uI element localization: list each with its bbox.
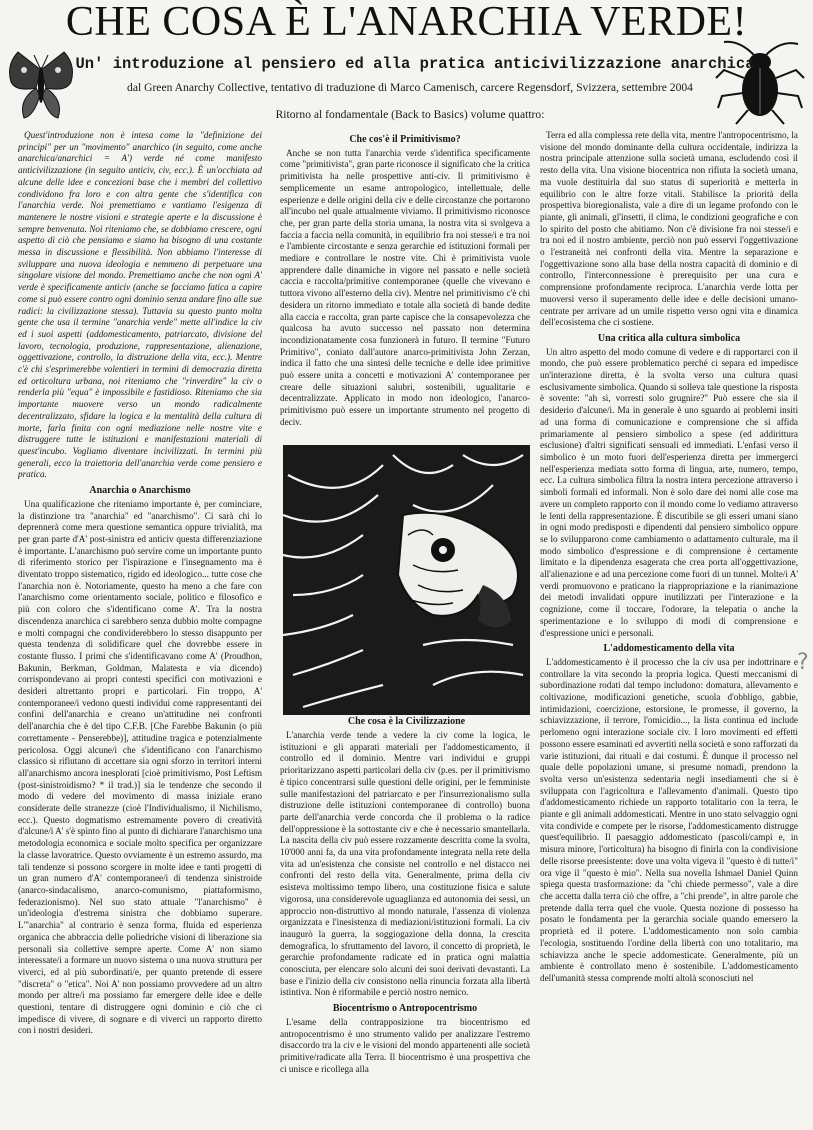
column-2-top [280,130,530,450]
intro-paragraph: Quest'introduzione non è intesa come la "definizione dei principi" per un "movimento" anarchico (in seguito, come anche anarchica/anarchici = A') verde né come manifesto anticivilizzazione (in seguito anticiv, civ, ecc.). È un'occhiata ad alcune delle idee e concezioni base che i membri del collettivo condividono fra loro e con altra gente che s'identifica con l'anarchia verde. Noi premettiamo e vantiamo l'esigenza di mantenere le nostre visioni e strategie aperte e la discussione è sempre benvenuta. Noi riteniamo che, se dobbiamo crescere, ogni aspetto di ciò che pensiamo e siamo ha bisogno di una costante messa in discussione e flessibilità. Non abbiamo l'interesse di sviluppare una nuova ideologia e nemmeno di perpetuare una singolare visione del mondo. Premettiamo anche che non ogni A' verde è specificamente anticiv (anche se facciamo fatica a capire come si può essere contro ogni dominio senza andare fino alle sue radici: la civilizzazione stessa). Tuttavia su questo punto molta gente che usa il termine "anarchia verde" mette all'indice la civ ed i suoi aspetti (addomesticamento, patriarcato, divisione del lavoro, tecnologia, produzione, rappresentazione, alienazione, oggettivazione, controllo, la distruzione della vita, ecc.). Mentre c'è chi s'esprimerebbe volentieri in termini di democrazia diretta ed orticoltura urbana, noi riteniamo che "rinverdire" la civ o renderla più "equa" è impossibile e fastidioso. Riteniamo che sia importante muovere verso un mondo radicalmente decentralizzato, sfidare la logica e la mentalità della cultura di morte, farla finita con ogni mediazione nelle nostre vite e distruggere tutte le istituzioni e manifestazioni materiali di quest'incubo. Vogliamo diventare incivilizzati. In termini più generali, ecco la traiettoria dell'anarchia verde come pensiero e pratica. [18,130,262,480]
eagle-illustration [283,445,530,715]
page-title: CHE COSA È L'ANARCHIA VERDE! [65,0,748,45]
heading-addomesticamento: L'addomesticamento della vita [603,643,735,655]
subtitle: Un' introduzione al pensiero ed alla pratica anticivilizzazione anarchica [75,55,755,73]
heading-primitivismo: Che cos'è il Primitivismo? [349,134,461,145]
volume-line: Ritorno al fondamentale (Back to Basics) volume quattro: [275,108,545,121]
moth-icon [6,50,76,125]
margin-question-mark: ? [797,650,809,675]
biocentrismo-paragraph: L'esame della contrapposizione tra biocentrismo ed antropocentrismo è uno strumento valido per analizzare l'estremo disaccordo tra la civ e le visioni del mondo appartenenti alle società primitive/radicate alla Terra. Il biocentrismo è una prospettiva che ci unisce e ricollega alla [280,1016,530,1074]
primitivismo-paragraph: Anche se non tutta l'anarchia verde s'identifica specificamente come "primitivista", gran parte riconosce il significato che la critica primitivista ha nelle prospettive anti-civ. Il primitivismo è semplicemente un esame antropologico, intellettuale, delle esperienze e delle origini della civ e delle circostanze che portarono all'incubo nel quale attualmente viviamo. Il primitivismo riconosce che, per gran parte della storia umana, la nostra vita si svolgeva a faccia a faccia nella comunità, in equilibrio fra noi stesse/i e tra noi e l'ambiente circostante e senza gerarchie ed istituzioni formali per mediare e controllare le nostre vite. Chi è primitivista vuole apprendere dalle dinamiche in vigore nel passato e nelle società caccia e raccolta/primitive contemporanee (quelle che vivevano e tuttora vivono all'esterno della civ). Mentre nel primitivismo c'è chi desidera un ritorno immediato e totale alla società di bande dedite alla caccia e raccolta, gran parte capisce che la consapevolezza che qualcosa ha avuto successo nel passato non determina incondizionatamente cosa funzionerà in futuro. Il termine "Futuro Primitivo", coniato dall'autore anarco-primitivista John Zerzan, indica il fatto che una sintesi delle tecniche e delle idee primitive può essere unita a concetti e motivazioni A' contemporanee per creare delle situazioni salubri, sostenibili, ugualitarie e decentralizzate. Applicato in modo non ideologico, l'anarco-primitivismo può essere un importante strumento nel progetto di deciv. [280,147,530,427]
image-caption: Che cosa è la Civilizzazione [347,716,466,727]
biocentrismo-continued: Terra ed alla complessa rete della vita, mentre l'antropocentrismo, la visione del mondo dominante della cultura occidentale, indirizza la nostra principale attenzione sulla società umana, escludendo così il resto della vita. Una visione biocentrica non rifiuta la società umana, ma vuole destituirla dal suo status di superiorità e metterla in equilibrio con le altre forze vitali. Stabilisce la priorità della prospettiva bioregionalista, vale a dire di un legame profondo con le piante, gli animali, gl'insetti, il clima, le condizioni geografiche e con lo spirito del posto che abitiamo. Non c'è divisione fra noi stesse/i e tra noi ed il nostro ambiente, perciò non può esservi l'oggettivazione o l'estraneità nei confronti della vita. Mentre la separazione e l'oggettivazione sono alla base della nostra capacità di dominio e di controllo, l'interconnessione è prerequisito per una cura e comprensione profondamente reciproca. L'anarchia verde lotta per muoversi verso il superamento delle idee e delle decisioni umano-centrate per arrivare ad un umile rispetto verso ogni vita e dinamica dell'ecosistema che ci sostiene. [540,130,798,328]
heading-simbolica: Una critica alla cultura simbolica [597,332,741,344]
heading-anarchia: Anarchia o Anarchismo [89,485,191,497]
simbolica-paragraph: Un altro aspetto del modo comune di vedere e di rapportarci con il mondo, che può essere problematico perché ci separa ed impedisce un'interazione diretta, è la svolta verso una cultura quasi esclusivamente simbolica. Quando si solleva tale questione la risposta è sovente: "ah sì, vorresti solo grugnire?" Può essere che sia il desiderio d'alcune/i. Ma in generale è uno sguardo ai problemi insiti ad una forma di comunicazione e comprensione che si affida primariamente al pensiero simbolico a spese (ed addirittura esclusione) d'altri significati sensuali ed immediati. L'enfasi verso il simbolico è un moto fuori dell'esperienza diretta per immergerci nell'esperienza mediata sotto forma di lingua, arte, numero, tempo, ecc. La cultura simbolica filtra la nostra intera percezione attraverso i simboli formali ed informali. Non è solo dare dei nomi alle cose ma avere un completo rapporto con il mondo come lo vediamo attraverso le lenti della rappresentazione. È discutibile se gli esseri umani siano in ogni modo predisposti e dipendenti dal pensiero simbolico oppure se lo svilupparono come cambiamento o adattamento culturale, ma il modo simbolico d'espressione e di comprensione è certamente limitato e la dipendenza esagerata che crea porta all'oggettivazione, all'alienazione e ad una percezione come fuori di un tunnel. Molte/i A' verdi promuovono e praticano la riappropriazione e la rianimazione dei metodi invalidati oppure inutilizzati per l'interazione e la cognizione, come il toccare, l'odorare, la telepatia o anche la sperimentazione e lo sviluppo di modi di comprensione e d'espressione unici e personali. [540,346,798,638]
column-2-bottom [280,730,530,1130]
column-3 [540,130,798,1120]
column-1 [18,130,262,1120]
civilizzazione-paragraph: L'anarchia verde tende a vedere la civ come la logica, le istituzioni e gli apparati materiali per l'addomesticamento, il controllo ed il dominio. Mentre vari individui e gruppi prioritarizzano aspetti particolari della civ (p.es. per il primitivismo è tipico concentrarsi sulle questioni delle origini, per le femministe sulle manifestazioni del patriarcato e per l'insurrezionalismo sulla distruzione delle istituzioni contemporanee di controllo) buona parte dell'anarchia verde concorda che il problema o la radice dell'oppressione è la sottostante civ e che è necessario smantellarla. La nascita della civ può essere rozzamente descritta come la svolta, 10'000 anni fa, da una vita profondamente integrata nella rete della vita ad un'esistenza che consiste nel controllo e nel distacco nei confronti del resto della vita. Generalmente, prima della civ esisteva moltissimo tempo libero, una costituzione fisica e salute vigorosa, una considerevole uguaglianza ed autonomia dei sessi, un approccio non-distruttivo al mondo naturale, l'assenza di violenza organizzata e l'inesistenza di mediazioni/istituzioni formali. La civ inaugurò la guerra, la soggiogazione della donna, la crescita demografica, lo sfruttamento del lavoro, il concetto di proprietà, le gerarchie profondamente radicate ed in pratica ogni malattia conosciuta, per elencare solo alcuni dei suoi derivati devastanti. La base e l'inizio della civ consistono nella rinuncia forzata alla libertà istintiva. Non è riformabile e perciò nostro nemico. [280,730,530,998]
credits-line: dal Green Anarchy Collective, tentativo di traduzione di Marco Camenisch, carcere Regensdorf, Svizzera, settembre 2004 [127,81,693,94]
anarchia-paragraph: Una qualificazione che riteniamo importante è, per cominciare, la distinzione tra "anarchia" ed "anarchismo". Ci sarà chi lo deprennerà come mera questione semantica oppure trivialità, ma per gran parte d'A' post-sinistra ed anticiv questa differenziazione è importante. L'anarchismo può servire come un importante punto di riferimento storico per l'ispirazione e l'insegnamento ma è diventato troppo sistematico, rigido ed ideologico... tutte cose che l'anarchia non è. Notoriamente, questo ha meno a che fare con l'anarchismo come orientamento sociale, politico e filosofico e più con coloro che s'identificano come A'. Tra la nostra discendenza anarchica ci sarebbero senza dubbio molte compagne e molti compagni che condividerebbero lo stesso disappunto per questa tendenza di solidificare quel che dovrebbe essere in costante flusso. I primi che s'identificavano come A' (Proudhon, Bakunin, Berkman, Goldman, Malatesta e via dicendo) corrispondevano ai propri contesti specifici con motivazioni e desideri altrettanto propri e particolari. Fin troppo, A' contemporanee/i vedono questi individui come rappresentanti dei confini dell'anarchia e creano un'attitudine nei confronti dell'anarchia che è del tipo C.F.B. [Che Farebbe Bakunin (o più correttamente - Penserebbe)], attitudine tragica e potenzialmente pericolosa. Oggi alcune/i che s'identificano con l'anarchismo classico si rifiutano di accettare sia ogni sforzo in territori interni all'anarchismo ancora inesplorati [cioè primitivismo, Post Leftism (post-sinistroidismo? * il trad.)] sia le tendenze che secondo il modo di vedere del movimento di massa iniziale erano considerate delle stranezze (cioè l'Individualismo, il Nichilismo, ecc.). Questo dogmatismo estremamente povero di creatività d'alcune/i A' s'è spinto fino al punto di dichiarare l'anarchismo una metodologia economica e sociale molto specifica per organizzare la classe lavoratrice. Questo ovviamente è un estremo assurdo, ma tali tendenze si possono scorgere in molte idee e tanti progetti di un gran numero d'A' contemporanee/i di tendenza sinistroide (anarco-sindacalismo, anarco-comunismo, piattaformismo, federazionismo). Nel suo stato attuale "l'anarchismo" è un'ideologia d'estrema sinistra che dobbiamo superare. L'"anarchia" al contrario è senza forma, fluida ed esperienza organica che abbraccia delle poliedriche visioni di liberazione sia personali sia collettive sempre aperte. Come A' non siamo interessate/i a formare un nuovo sistema o una nuova struttura per viverci, ed al più subordinati/e, per quanto pretende di essere "discreta" o "etica". Noi A' non possiamo provvedere ad un altro mondo per altre/i ma possiamo far emergere delle idee e delle questioni, tentare di distruggere ogni dominio e ciò che ci impedisce di vivere, di sognare e di viverci un rapporto diretto con i nostri desideri. [18,498,262,1036]
addomesticamento-paragraph: L'addomesticamento è il processo che la civ usa per indottrinare e controllare la vita secondo la propria logica. Questi meccanismi di subordinazione rodati dal tempo includono: domatura, allevamento e coltivazione, modificazioni genetiche, scuola d'obbligo, gabbie, intimidazioni, coercizione, estorsione, le promesse, il governo, la schiavizzazione, il terrore, l'omicidio..., la lista continua ed include perlomeno ogni interazione sociale civ. I loro movimenti ed effetti possono essere esaminati ed avvertiti nella società e sono rafforzati da varie istituzioni, dai rituali e dai costumi. È dunque il processo nel quale delle popolazioni umane, si presume nomadi, prendono la svolta verso un'esistenza sedentaria negli insediamenti che si è sviluppata con l'agricoltura e l'allevamento d'animali. Questo tipo d'addomesticamento richiede un rapporto totalitario con la terra, le piante e gli animali addomesticati. Mentre in uno stato selvaggio ogni vita condivide e compete per le risorse, l'addomesticamento distrugge quest'equilibrio. Il paesaggio addomesticato (pascoli/campi e, in misura minore, l'orticoltura) ha bisogno di finirla con la condivisione delle risorse preesistente: dove una volta vigeva il "questo è di tutte/i" ora vige il "questo è mio". Nella sua novella Ishmael Daniel Quinn spiega questa trasformazione: da "chi chiede permesso", vale a dire che accetta dalla terra ciò che offre, a "chi prende", in altre parole che pretende dalla terra quel che vuole. Questa nozione di possesso ha posato le fondamenta per la gerarchia sociale quando emersero la proprietà ed il potere. L'addomesticamento non solo cambia l'ecologia, sostituendo l'ordine della libertà con uno totalitario, ma schiavizza anche le specie addomesticate. Generalmente, più un ambiente è controllato meno è sostenibile. L'addomesticamento dell'umanità stessa comprende molti altolà sconosciuti nel [540,656,798,983]
heading-biocentrismo: Biocentrismo o Antropocentrismo [332,1003,478,1015]
